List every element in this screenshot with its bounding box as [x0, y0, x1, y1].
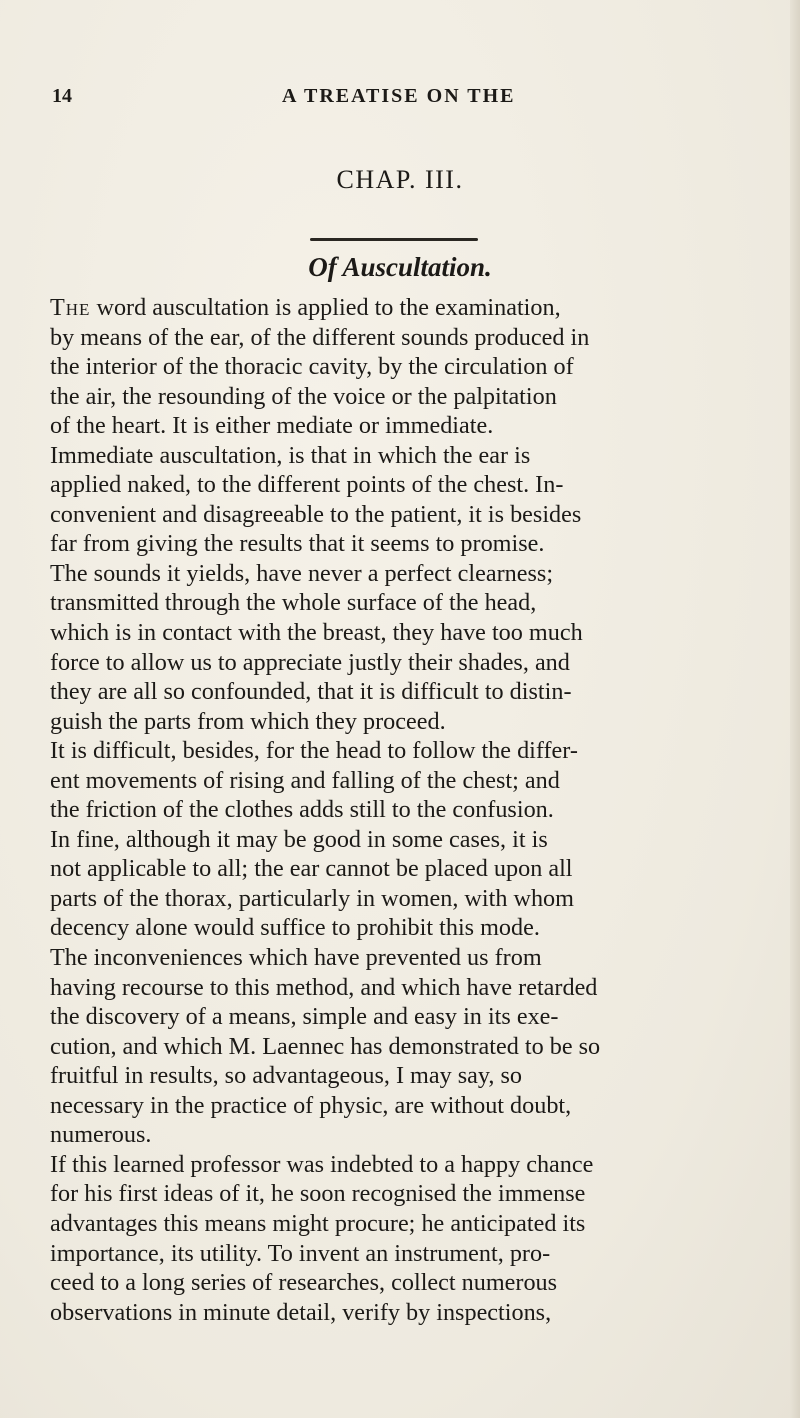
text-line: of the heart. It is either mediate or immediate. [50, 412, 494, 440]
text-line: In fine, although it may be good in some cases, it is [50, 825, 548, 853]
chapter-heading: CHAP. III. [336, 165, 464, 194]
text-line: importance, its utility. To invent an instrument, pro- [50, 1239, 551, 1267]
text-line: applied naked, to the different points of the chest. In- [50, 471, 564, 499]
body-text [50, 293, 770, 1327]
text-line: cution, and which M. Laennec has demonstrated to be so [50, 1032, 601, 1060]
first-word: The [50, 294, 91, 321]
text-line: Immediate auscultation, is that in which the ear is [50, 441, 531, 469]
text-line: guish the parts from which they proceed. [50, 707, 446, 735]
running-title: A TREATISE ON THE [282, 85, 516, 107]
text-line: If this learned professor was indebted to a happy chance [50, 1150, 594, 1178]
text-line: The sounds it yields, have never a perfect clearness; [50, 559, 554, 587]
text-line: having recourse to this method, and which have retarded [50, 973, 598, 1001]
text-line: necessary in the practice of physic, are without doubt, [50, 1091, 572, 1119]
text-line: far from giving the results that it seems to promise. [50, 530, 545, 558]
text-line: numerous. [50, 1121, 152, 1149]
section-title: Of Auscultation. [308, 252, 492, 282]
text-line: It is difficult, besides, for the head to follow the differ- [50, 737, 578, 765]
text-line: for his first ideas of it, he soon recognised the immense [50, 1180, 586, 1208]
text-line: fruitful in results, so advantageous, I may say, so [50, 1062, 523, 1090]
section-rule [310, 238, 478, 241]
text-line: which is in contact with the breast, they have too much [50, 619, 583, 647]
text-line: decency alone would suffice to prohibit this mode. [50, 914, 540, 942]
text-line [50, 293, 770, 323]
text-line: not applicable to all; the ear cannot be placed upon all [50, 855, 573, 883]
text-line: transmitted through the whole surface of the head, [50, 589, 537, 617]
text-line: the discovery of a means, simple and easy in its exe- [50, 1003, 559, 1031]
running-head [50, 85, 750, 115]
text-line: ent movements of rising and falling of the chest; and [50, 766, 560, 794]
text-line: convenient and disagreeable to the patient, it is besides [50, 500, 582, 528]
text-line: advantages this means might procure; he anticipated its [50, 1209, 586, 1237]
text-line: the friction of the clothes adds still to the confusion. [50, 796, 554, 824]
text-line: they are all so confounded, that it is difficult to distin- [50, 678, 572, 706]
text-line: the interior of the thoracic cavity, by the circulation of [50, 353, 574, 381]
text-line-content: word auscultation is applied to the examination, [90, 294, 561, 321]
text-line: ceed to a long series of researches, collect numerous [50, 1269, 558, 1297]
text-line: The inconveniences which have prevented us from [50, 944, 542, 972]
text-line: the air, the resounding of the voice or the palpitation [50, 382, 557, 410]
text-line: force to allow us to appreciate justly their shades, and [50, 648, 570, 676]
text-line: parts of the thorax, particularly in women, with whom [50, 884, 574, 912]
page-number: 14 [52, 85, 72, 107]
text-line: by means of the ear, of the different sounds produced in [50, 323, 590, 351]
page-edge [790, 0, 800, 1418]
text-line: observations in minute detail, verify by inspections, [50, 1298, 552, 1326]
